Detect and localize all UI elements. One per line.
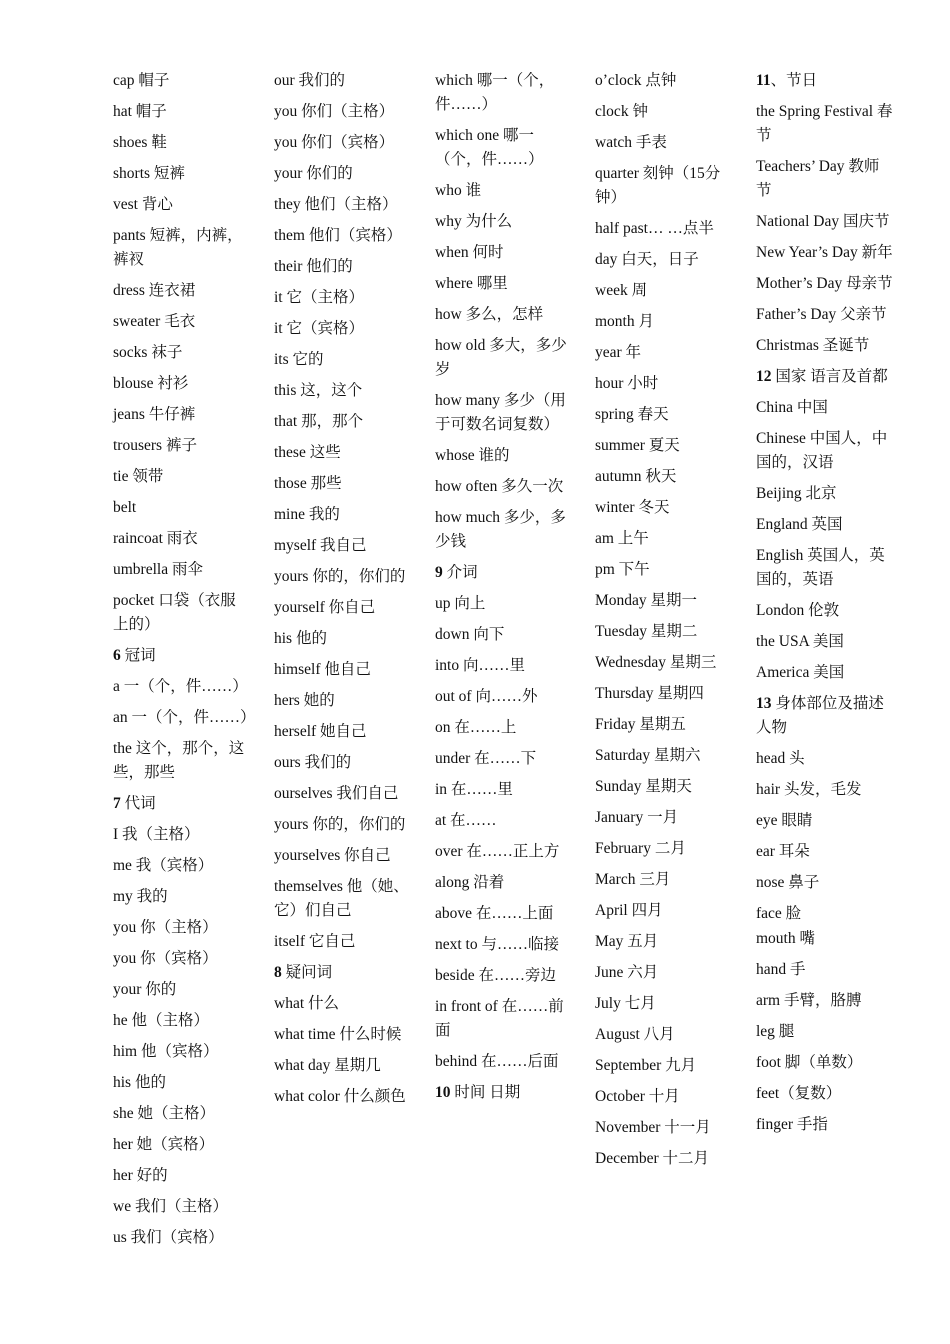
vocab-entry: Sunday 星期天 — [595, 778, 692, 795]
vocab-entry: their 他们的 — [274, 258, 353, 275]
vocab-entry: Chinese 中国人，中国的，汉语 — [756, 430, 888, 471]
section-title: 代词 — [120, 795, 156, 812]
vocab-entry: National Day 国庆节 — [756, 213, 890, 230]
vocab-entry: hair 头发，毛发 — [756, 781, 862, 798]
vocab-entry: how many 多少（用于可数名词复数） — [435, 392, 566, 433]
vocab-entry: foot 脚（单数） — [756, 1054, 863, 1071]
vocab-entry: hat 帽子 — [113, 103, 167, 120]
vocab-entry: they 他们（主格） — [274, 196, 398, 213]
vocab-entry: half past… …点半 — [595, 220, 714, 237]
vocab-entry: winter 冬天 — [595, 499, 670, 516]
vocab-entry: ourselves 我们自己 — [274, 785, 399, 802]
vocab-entry: America 美国 — [756, 664, 845, 681]
vocab-entry: belt — [113, 499, 137, 516]
vocab-entry: London 伦敦 — [756, 602, 840, 619]
vocab-entry: him 他（宾格） — [113, 1043, 219, 1060]
vocab-entry: behind 在……后面 — [435, 1053, 559, 1070]
vocab-entry: this 这，这个 — [274, 382, 363, 399]
vocab-entry: cap 帽子 — [113, 72, 170, 89]
vocab-entry: June 六月 — [595, 964, 659, 981]
vocab-entry: it 它（主格） — [274, 289, 364, 306]
vocab-entry: socks 袜子 — [113, 344, 183, 361]
vocab-entry: September 九月 — [595, 1057, 697, 1074]
section-heading — [756, 365, 894, 389]
vocab-entry: your 你们的 — [274, 165, 353, 182]
vocab-entry: o’clock 点钟 — [595, 72, 677, 89]
vocab-entry: who 谁 — [435, 182, 482, 199]
vocab-entry: sweater 毛衣 — [113, 313, 196, 330]
vocab-entry: November 十一月 — [595, 1119, 711, 1136]
vocab-entry: autumn 秋天 — [595, 468, 677, 485]
section-heading — [113, 644, 251, 668]
vocab-entry: feet（复数） — [756, 1085, 842, 1102]
vocab-column-4 — [595, 69, 733, 1178]
vocab-entry: himself 他自己 — [274, 661, 371, 678]
section-number: 13 — [756, 695, 772, 712]
vocab-entry: her 她（宾格） — [113, 1136, 215, 1153]
vocab-entry: day 白天，日子 — [595, 251, 699, 268]
vocab-entry: arm 手臂，胳膊 — [756, 992, 862, 1009]
section-number: 8 — [274, 964, 282, 981]
vocab-entry: dress 连衣裙 — [113, 282, 196, 299]
vocab-entry: whose 谁的 — [435, 447, 510, 464]
vocab-column-2 — [274, 69, 412, 1116]
vocab-entry: beside 在……旁边 — [435, 967, 556, 984]
vocab-entry: above 在……上面 — [435, 905, 554, 922]
vocab-entry: leg 腿 — [756, 1023, 795, 1040]
vocab-entry: her 好的 — [113, 1167, 168, 1184]
vocab-entry: me 我（宾格） — [113, 857, 214, 874]
vocab-entry: shorts 短裤 — [113, 165, 185, 182]
vocab-entry: vest 背心 — [113, 196, 173, 213]
vocab-entry: how 多么，怎样 — [435, 306, 544, 323]
vocab-entry: you 你们（主格） — [274, 103, 395, 120]
section-heading — [756, 69, 894, 93]
vocab-entry: over 在……正上方 — [435, 843, 560, 860]
vocab-entry: ear 耳朵 — [756, 843, 810, 860]
vocab-entry: our 我们的 — [274, 72, 346, 89]
vocab-column-5 — [756, 69, 894, 1144]
vocab-entry: us 我们（宾格） — [113, 1229, 224, 1246]
section-title: 冠词 — [120, 647, 156, 664]
vocab-entry: New Year’s Day 新年 — [756, 244, 893, 261]
section-number: 7 — [113, 795, 121, 812]
vocab-entry: May 五月 — [595, 933, 659, 950]
vocab-entry: eye 眼睛 — [756, 812, 813, 829]
vocab-entry: March 三月 — [595, 871, 671, 888]
vocab-entry: itself 它自己 — [274, 933, 356, 950]
vocab-entry: next to 与……临接 — [435, 936, 559, 953]
vocab-entry: herself 她自己 — [274, 723, 367, 740]
vocab-entry: under 在……下 — [435, 750, 537, 767]
vocab-entry: yourself 你自己 — [274, 599, 376, 616]
vocab-entry: mouth 嘴 — [756, 930, 815, 947]
vocab-entry: themselves 他（她、它）们自己 — [274, 878, 409, 919]
vocab-entry: nose 鼻子 — [756, 874, 820, 891]
vocab-entry: how old 多大，多少岁 — [435, 337, 567, 378]
vocab-entry: yours 你的，你们的 — [274, 816, 406, 833]
vocab-entry: Monday 星期一 — [595, 592, 698, 609]
vocab-entry: spring 春天 — [595, 406, 669, 423]
vocab-entry: in 在……里 — [435, 781, 513, 798]
section-title: 介词 — [442, 564, 478, 581]
vocab-entry: his 他的 — [274, 630, 327, 647]
vocab-entry: that 那，那个 — [274, 413, 364, 430]
vocab-entry: an 一（个，件……） — [113, 709, 256, 726]
vocab-entry: which 哪一（个，件……） — [435, 72, 555, 113]
vocab-entry: in front of 在……前面 — [435, 998, 564, 1039]
vocab-entry: pants 短裤，内裤，裤衩 — [113, 227, 243, 268]
vocab-entry: which one 哪一（个，件……） — [435, 127, 544, 168]
vocab-entry: on 在……上 — [435, 719, 517, 736]
vocab-entry: up 向上 — [435, 595, 486, 612]
section-number: 11 — [756, 72, 771, 89]
vocab-entry: what time 什么时候 — [274, 1026, 402, 1043]
vocab-entry: week 周 — [595, 282, 648, 299]
vocab-entry: February 二月 — [595, 840, 686, 857]
vocab-column-3 — [435, 69, 573, 1112]
vocab-entry: hand 手 — [756, 961, 806, 978]
section-title: 国家 语言及首都 — [771, 368, 888, 385]
vocab-entry: he 他（主格） — [113, 1012, 210, 1029]
section-title: 、节日 — [770, 72, 818, 89]
vocab-entry: when 何时 — [435, 244, 504, 261]
vocab-entry: head 头 — [756, 750, 805, 767]
vocab-entry: what color 什么颜色 — [274, 1088, 406, 1105]
vocab-entry: down 向下 — [435, 626, 505, 643]
vocab-entry: quarter 刻钟（15分钟） — [595, 165, 721, 206]
vocab-entry: out of 向……外 — [435, 688, 538, 705]
vocab-entry: what day 星期几 — [274, 1057, 381, 1074]
vocab-entry: those 那些 — [274, 475, 342, 492]
vocab-entry: Wednesday 星期三 — [595, 654, 717, 671]
section-number: 10 — [435, 1084, 451, 1101]
vocab-entry: umbrella 雨伞 — [113, 561, 203, 578]
vocab-entry: his 他的 — [113, 1074, 166, 1091]
vocab-entry: Father’s Day 父亲节 — [756, 306, 887, 323]
vocab-entry: pocket 口袋（衣服上的） — [113, 592, 236, 633]
vocab-entry: July 七月 — [595, 995, 656, 1012]
vocab-entry: Mother’s Day 母亲节 — [756, 275, 893, 292]
section-number: 12 — [756, 368, 772, 385]
vocab-entry: it 它（宾格） — [274, 320, 364, 337]
vocab-entry: August 八月 — [595, 1026, 675, 1043]
vocab-entry: why 为什么 — [435, 213, 513, 230]
vocab-column-1 — [113, 69, 256, 1257]
vocab-entry: Christmas 圣诞节 — [756, 337, 870, 354]
section-number: 6 — [113, 647, 121, 664]
vocab-entry: you 你们（宾格） — [274, 134, 395, 151]
vocab-entry: into 向……里 — [435, 657, 525, 674]
vocab-entry: your 你的 — [113, 981, 177, 998]
vocab-entry: month 月 — [595, 313, 654, 330]
vocab-entry: at 在…… — [435, 812, 497, 829]
section-number: 9 — [435, 564, 443, 581]
vocab-entry: Tuesday 星期二 — [595, 623, 698, 640]
vocab-entry: am 上午 — [595, 530, 649, 547]
vocab-entry: I 我（主格） — [113, 826, 200, 843]
vocab-entry: jeans 牛仔裤 — [113, 406, 196, 423]
section-heading — [756, 692, 894, 740]
vocab-entry: face 脸 — [756, 905, 802, 922]
section-heading — [113, 792, 251, 816]
vocab-entry: trousers 裤子 — [113, 437, 197, 454]
vocab-entry: China 中国 — [756, 399, 828, 416]
section-title: 时间 日期 — [450, 1084, 521, 1101]
vocab-entry: watch 手表 — [595, 134, 667, 151]
vocab-entry: them 他们（宾格） — [274, 227, 402, 244]
vocab-entry: you 你（宾格） — [113, 950, 218, 967]
vocab-entry: year 年 — [595, 344, 642, 361]
vocab-entry: blouse 衬衫 — [113, 375, 189, 392]
vocab-entry: April 四月 — [595, 902, 663, 919]
vocab-entry: Saturday 星期六 — [595, 747, 701, 764]
vocab-entry: Beijing 北京 — [756, 485, 837, 502]
vocab-entry: hers 她的 — [274, 692, 335, 709]
section-heading — [435, 1081, 573, 1105]
vocab-entry: ours 我们的 — [274, 754, 352, 771]
vocab-entry: finger 手指 — [756, 1116, 828, 1133]
vocab-entry: England 英国 — [756, 516, 843, 533]
vocab-entry: the Spring Festival 春节 — [756, 103, 893, 144]
vocab-entry: along 沿着 — [435, 874, 505, 891]
vocab-entry: you 你（主格） — [113, 919, 218, 936]
vocab-entry: we 我们（主格） — [113, 1198, 228, 1215]
vocab-entry: shoes 鞋 — [113, 134, 167, 151]
vocab-entry: December 十二月 — [595, 1150, 710, 1167]
vocab-entry: my 我的 — [113, 888, 168, 905]
vocab-entry: mine 我的 — [274, 506, 340, 523]
vocab-entry: yourselves 你自己 — [274, 847, 391, 864]
vocab-entry: English 英国人，英国的，英语 — [756, 547, 885, 588]
vocab-entry: Teachers’ Day 教师节 — [756, 158, 880, 199]
vocab-entry: Thursday 星期四 — [595, 685, 704, 702]
section-heading — [274, 961, 412, 985]
section-heading — [435, 561, 573, 585]
vocab-entry: how often 多久一次 — [435, 478, 564, 495]
vocab-entry: she 她（主格） — [113, 1105, 216, 1122]
vocab-entry: January 一月 — [595, 809, 679, 826]
vocab-entry: how much 多少，多少钱 — [435, 509, 566, 550]
vocab-entry: yours 你的，你们的 — [274, 568, 406, 585]
vocab-entry: pm 下午 — [595, 561, 650, 578]
vocab-entry: where 哪里 — [435, 275, 508, 292]
section-title: 疑问词 — [281, 964, 333, 981]
vocab-entry: the USA 美国 — [756, 633, 844, 650]
vocab-entry: summer 夏天 — [595, 437, 680, 454]
vocab-entry: tie 领带 — [113, 468, 164, 485]
vocab-entry: raincoat 雨衣 — [113, 530, 198, 547]
vocab-entry: these 这些 — [274, 444, 341, 461]
vocab-entry: Friday 星期五 — [595, 716, 686, 733]
vocab-entry: its 它的 — [274, 351, 324, 368]
vocab-entry: the 这个，那个，这些，那些 — [113, 740, 245, 781]
vocab-entry: clock 钟 — [595, 103, 648, 120]
vocab-entry: what 什么 — [274, 995, 340, 1012]
vocab-entry: October 十月 — [595, 1088, 680, 1105]
section-title: 身体部位及描述人物 — [756, 695, 884, 736]
vocab-entry: a 一（个，件……） — [113, 678, 248, 695]
vocab-entry: myself 我自己 — [274, 537, 367, 554]
vocab-entry: hour 小时 — [595, 375, 659, 392]
